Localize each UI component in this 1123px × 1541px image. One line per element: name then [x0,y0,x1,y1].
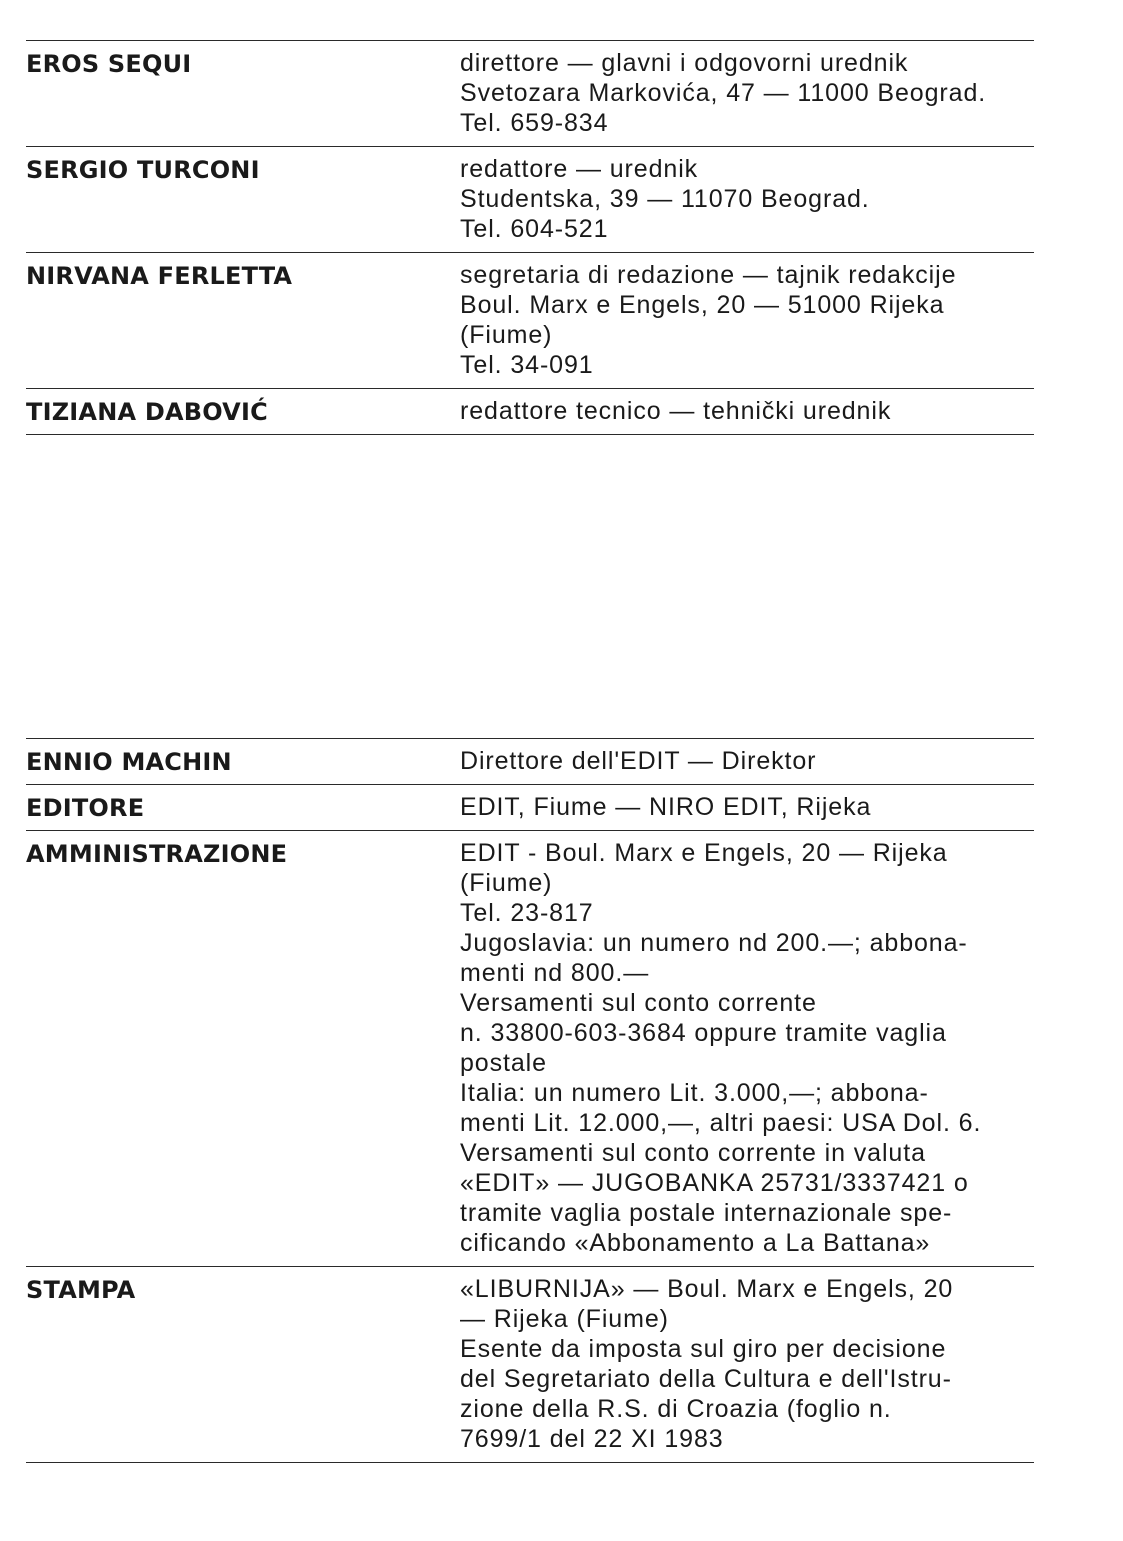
publisher-details [460,831,1034,1266]
publisher-table [26,738,1034,1463]
publisher-row [26,738,1034,784]
staff-row [26,388,1034,435]
publisher-details [460,739,1034,784]
publisher-row [26,1266,1034,1463]
staff-phone: Tel. 604-521 [460,215,609,243]
staff-details [460,253,1034,388]
staff-name: EROS SEQUI [26,50,192,78]
publisher-line: del Segretariato della Cultura e dell'Istru- [460,1365,952,1393]
staff-name: SERGIO TURCONI [26,156,260,184]
publisher-line: «LIBURNIJA» — Boul. Marx e Engels, 20 [460,1275,954,1303]
publisher-line: EDIT - Boul. Marx e Engels, 20 — Rijeka [460,839,948,867]
publisher-line: Jugoslavia: un numero nd 200.—; abbona- [460,929,968,957]
publisher-label: EDITORE [26,794,145,822]
staff-role: redattore tecnico — tehnički urednik [460,397,892,425]
publisher-line: zione della R.S. di Croazia (foglio n. [460,1395,892,1423]
publisher-line: menti nd 800.— [460,959,650,987]
staff-row [26,146,1034,252]
staff-role: direttore — glavni i odgovorni urednik [460,49,909,77]
publisher-line: Italia: un numero Lit. 3.000,—; abbona- [460,1079,929,1107]
staff-row [26,252,1034,388]
publisher-line: Versamenti sul conto corrente in valuta [460,1139,926,1167]
editorial-staff-table [26,40,1034,435]
publisher-line: tramite vaglia postale internazionale spe- [460,1199,953,1227]
publisher-line: — Rijeka (Fiume) [460,1305,669,1333]
staff-name: NIRVANA FERLETTA [26,262,293,290]
publisher-line: 7699/1 del 22 XI 1983 [460,1425,724,1453]
staff-role: redattore — urednik [460,155,699,183]
staff-row [26,40,1034,146]
staff-name: TIZIANA DABOVIĆ [26,398,268,426]
publisher-line: (Fiume) [460,869,553,897]
publisher-details [460,1267,1034,1462]
publisher-row [26,784,1034,830]
staff-address: Boul. Marx e Engels, 20 — 51000 Rijeka [460,291,945,319]
staff-details [460,41,1034,146]
staff-phone: Tel. 34-091 [460,351,594,379]
publisher-label: ENNIO MACHIN [26,748,232,776]
staff-phone: Tel. 659-834 [460,109,609,137]
publisher-row [26,830,1034,1266]
publisher-label: STAMPA [26,1276,136,1304]
publisher-line: Tel. 23-817 [460,899,594,927]
publisher-line: Esente da imposta sul giro per decisione [460,1335,947,1363]
staff-address-city: (Fiume) [460,321,553,349]
publisher-line: postale [460,1049,547,1077]
staff-address: Studentska, 39 — 11070 Beograd. [460,185,870,213]
publisher-line: «EDIT» — JUGOBANKA 25731/3337421 o [460,1169,969,1197]
publisher-details [460,785,1034,830]
publisher-line: Versamenti sul conto corrente [460,989,817,1017]
staff-details [460,147,1034,252]
publisher-line: cificando «Abbonamento a La Battana» [460,1229,931,1257]
publisher-line: menti Lit. 12.000,—, altri paesi: USA Dol. 6. [460,1109,982,1137]
publisher-line: EDIT, Fiume — NIRO EDIT, Rijeka [460,793,872,821]
publisher-line: Direttore dell'EDIT — Direktor [460,747,817,775]
staff-role: segretaria di redazione — tajnik redakcije [460,261,957,289]
publisher-label: AMMINISTRAZIONE [26,840,288,868]
publisher-line: n. 33800-603-3684 oppure tramite vaglia [460,1019,947,1047]
staff-details [460,389,1034,434]
staff-address: Svetozara Markovića, 47 — 11000 Beograd. [460,79,987,107]
